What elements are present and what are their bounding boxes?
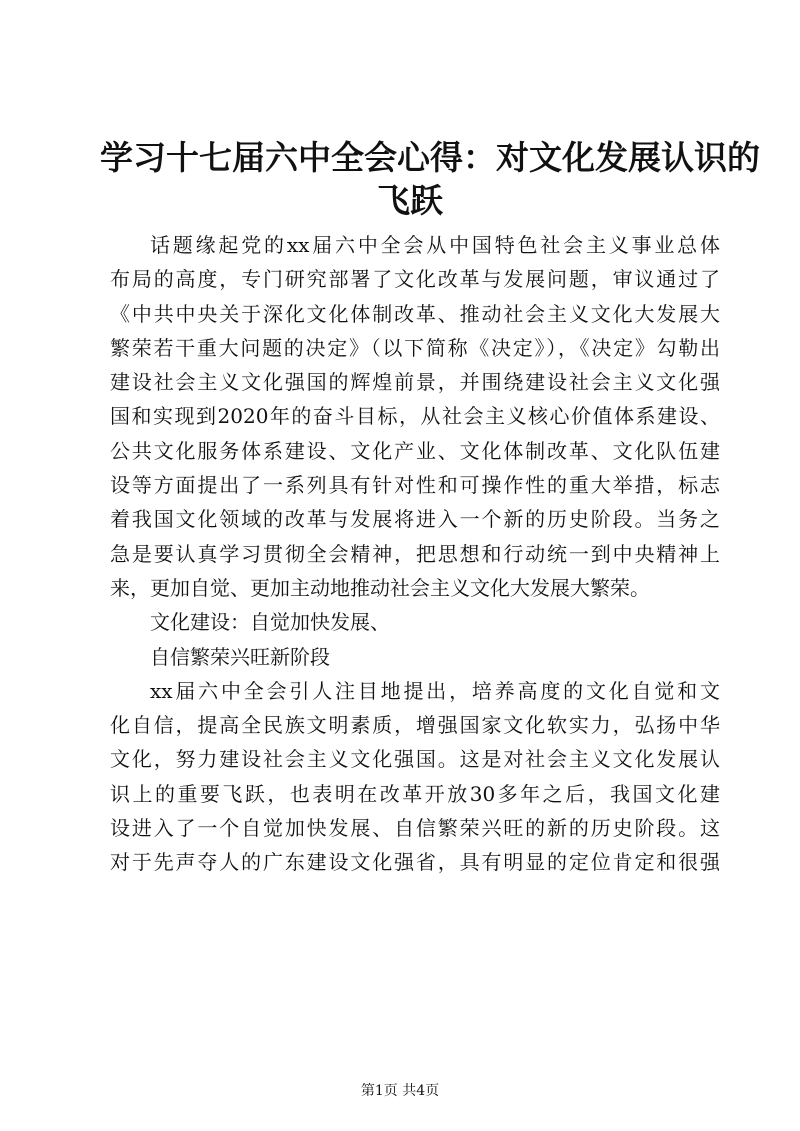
page-number: 第1页	[360, 1083, 398, 1099]
text-line: xx届六中全会引人注目地提出，培养高度的文化自觉和文	[150, 678, 720, 703]
text-line: 公共文化服务体系建设、文化产业、文化体制改革、文化队伍建	[110, 438, 720, 463]
text-line: 国和实现到2020年的奋斗目标，从社会主义核心价值体系建设、	[110, 404, 720, 429]
text-line: 来，更加自觉、更加主动地推动社会主义文化大发展大繁荣。	[110, 575, 650, 600]
text-line: 着我国文化领域的改革与发展将进入一个新的历史阶段。当务之	[110, 507, 720, 532]
page-footer	[0, 1082, 800, 1100]
text-line: 建设社会主义文化强国的辉煌前景，并围绕建设社会主义文化强	[110, 370, 720, 395]
text-line: 文化，努力建设社会主义文化强国。这是对社会主义文化发展认	[110, 747, 720, 772]
page-total: 共4页	[402, 1083, 440, 1099]
paragraph-1	[110, 228, 720, 605]
subheading-1: 文化建设：自觉加快发展、	[150, 610, 390, 635]
text-line: 话题缘起党的xx届六中全会从中国特色社会主义事业总体	[150, 233, 720, 257]
title-line: 学习十七届六中全会心得：对文化发展认识的	[100, 138, 760, 177]
text-line: 识上的重要飞跃，也表明在改革开放30多年之后，我国文化建	[110, 781, 720, 806]
document-title	[100, 136, 760, 222]
text-line: 对于先声夺人的广东建设文化强省，具有明显的定位肯定和很强	[110, 850, 720, 875]
title-line: 飞跃	[377, 181, 443, 220]
document-body	[110, 228, 720, 880]
text-line: 繁荣若干重大问题的决定》（以下简称《决定》），《决定》勾勒出	[110, 335, 720, 360]
paragraph-2	[110, 674, 720, 880]
text-line: 设进入了一个自觉加快发展、自信繁荣兴旺的新的历史阶段。这	[110, 816, 720, 841]
text-line: 设等方面提出了一系列具有针对性和可操作性的重大举措，标志	[110, 473, 720, 498]
text-line: 《中共中央关于深化文化体制改革、推动社会主义文化大发展大	[110, 301, 720, 326]
text-line: 化自信，提高全民族文明素质，增强国家文化软实力，弘扬中华	[110, 713, 720, 738]
text-line: 布局的高度，专门研究部署了文化改革与发展问题，审议通过了	[110, 267, 720, 292]
text-line: 急是要认真学习贯彻全会精神，把思想和行动统一到中央精神上	[110, 541, 720, 566]
subheading-2: 自信繁荣兴旺新阶段	[150, 644, 330, 669]
